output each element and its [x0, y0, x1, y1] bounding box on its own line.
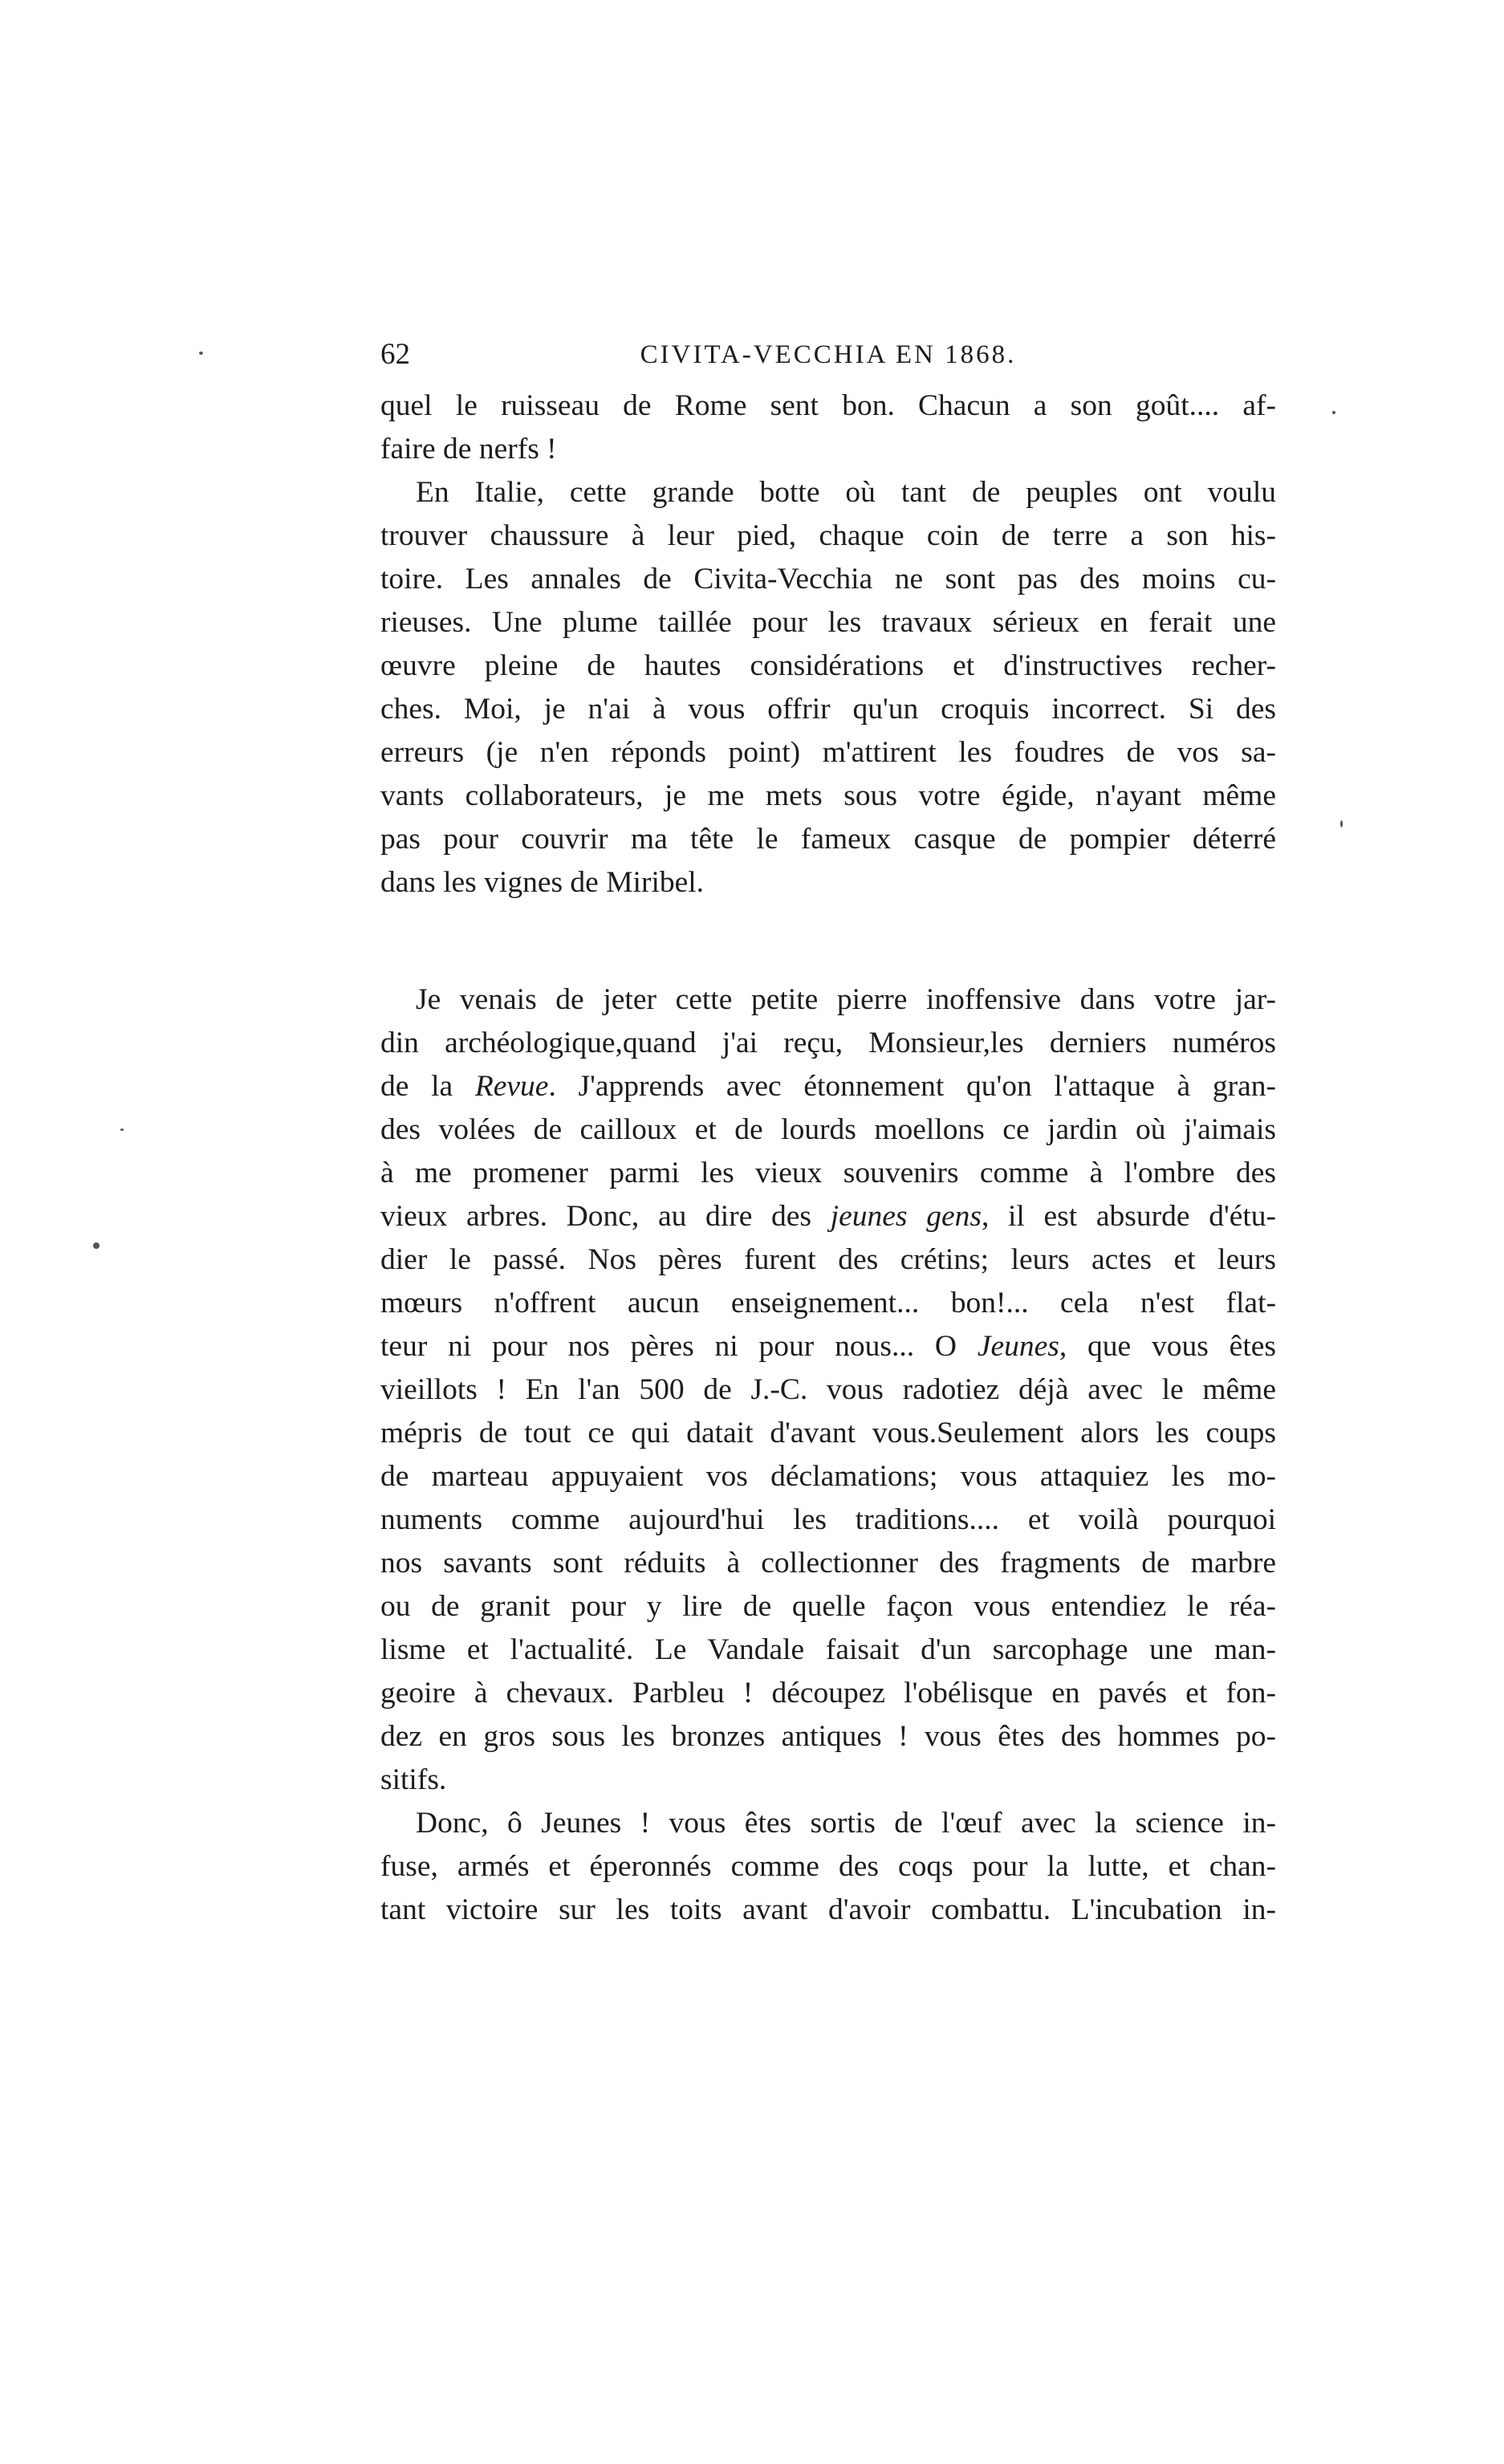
scan-speck	[120, 1128, 124, 1131]
text-line: rieuses. Une plume taillée pour les travaux sérieux en ferait une	[380, 606, 1276, 639]
text-line: pas pour couvrir ma tête le fameux casque de pompier déterré	[380, 823, 1276, 856]
text-line: ches. Moi, je n'ai à vous offrir qu'un croquis incorrect. Si des	[380, 693, 1276, 726]
text-line: dans les vignes de Miribel.	[380, 866, 705, 899]
text-line: numents comme aujourd'hui les traditions.... et voilà pourquoi	[380, 1503, 1276, 1536]
text-line: geoire à chevaux. Parbleu ! découpez l'obélisque en pavés et fon-	[380, 1677, 1276, 1710]
text-run: vieux arbres. Donc, au dire des	[380, 1200, 831, 1233]
text-line: des volées de cailloux et de lourds moellons ce jardin où j'aimais	[380, 1113, 1276, 1146]
text-line: nos savants sont réduits à collectionner des fragments de marbre	[380, 1547, 1276, 1580]
text-run: . J'apprends avec étonnement qu'on l'attaque à gran-	[548, 1070, 1276, 1103]
text-line: mépris de tout ce qui datait d'avant vous.Seulement alors les coups	[380, 1417, 1276, 1450]
text-line: fuse, armés et éperonnés comme des coqs pour la lutte, et chan-	[380, 1850, 1276, 1883]
text-line: erreurs (je n'en réponds point) m'attirent les foudres de vos sa-	[380, 736, 1276, 769]
text-line: mœurs n'offrent aucun enseignement... bon!... cela n'est flat-	[380, 1287, 1276, 1319]
text-line: à me promener parmi les vieux souvenirs comme à l'ombre des	[380, 1157, 1276, 1189]
text-line: vants collaborateurs, je me mets sous votre égide, n'ayant même	[380, 779, 1276, 812]
text-line: dier le passé. Nos pères furent des crétins; leurs actes et leurs	[380, 1243, 1276, 1276]
italic-text-run: Jeunes	[977, 1330, 1059, 1363]
italic-text-run: Revue	[474, 1070, 549, 1103]
text-run: , que vous êtes	[1059, 1330, 1276, 1363]
text-line	[380, 1194, 1276, 1239]
text-line: tant victoire sur les toits avant d'avoir combattu. L'incubation in-	[380, 1893, 1276, 1926]
text-run: teur ni pour nos pères ni pour nous... O	[380, 1330, 978, 1363]
scan-speck	[1332, 411, 1335, 414]
text-line: trouver chaussure à leur pied, chaque coin de terre a son his-	[380, 519, 1276, 552]
text-line	[380, 1064, 1276, 1109]
text-line: Donc, ô Jeunes ! vous êtes sortis de l'œuf avec la science in-	[416, 1807, 1276, 1840]
running-head	[380, 331, 1276, 379]
text-line: Je venais de jeter cette petite pierre inoffensive dans votre jar-	[416, 983, 1276, 1016]
scan-speck	[93, 1242, 100, 1249]
text-line: œuvre pleine de hautes considérations et d'instructives recher-	[380, 649, 1276, 682]
italic-text-run: jeunes gens	[830, 1200, 982, 1233]
text-line: dez en gros sous les bronzes antiques ! vous êtes des hommes po-	[380, 1720, 1276, 1753]
page-number: 62	[380, 338, 410, 371]
text-line: de marteau appuyaient vos déclamations; vous attaquiez les mo-	[380, 1460, 1276, 1493]
text-line: quel le ruisseau de Rome sent bon. Chacun a son goût.... af-	[380, 389, 1276, 422]
scan-speck	[199, 352, 203, 355]
text-run: , il est absurde d'étu-	[981, 1200, 1276, 1233]
text-line: faire de nerfs !	[380, 433, 557, 466]
text-line: din archéologique,quand j'ai reçu, Monsieur,les derniers numéros	[380, 1027, 1276, 1059]
scan-speck	[1340, 820, 1343, 827]
text-line: vieillots ! En l'an 500 de J.-C. vous radotiez déjà avec le même	[380, 1373, 1276, 1406]
text-line: ou de granit pour y lire de quelle façon vous entendiez le réa-	[380, 1590, 1276, 1623]
text-line: sitifs.	[380, 1763, 447, 1796]
text-run: de la	[380, 1070, 475, 1103]
text-line: toire. Les annales de Civita-Vecchia ne sont pas des moins cu-	[380, 563, 1276, 596]
text-line	[380, 1324, 1276, 1369]
running-title: CIVITA-VECCHIA EN 1868.	[640, 340, 1017, 369]
text-line: lisme et l'actualité. Le Vandale faisait d'un sarcophage une man-	[380, 1633, 1276, 1666]
text-line: En Italie, cette grande botte où tant de peuples ont voulu	[416, 476, 1276, 509]
